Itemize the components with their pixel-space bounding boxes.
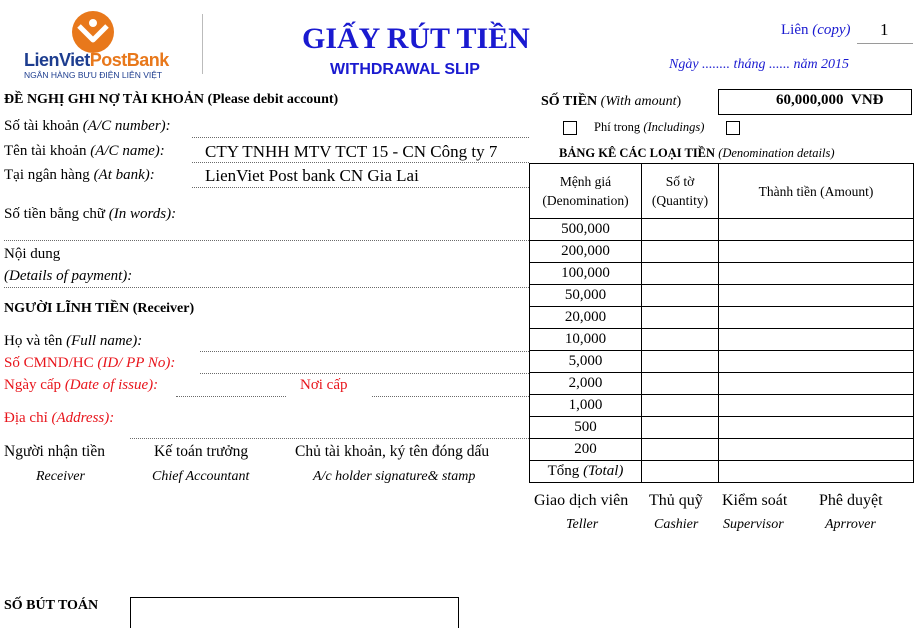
col-header-denomination: Mệnh giá (Denomination) [530,164,642,219]
copy-value: 1 [880,20,889,39]
denomination-value: 200,000 [530,241,642,263]
issue-date-field[interactable] [176,396,286,397]
denomination-value: 5,000 [530,351,642,373]
amount-cell[interactable] [719,351,914,373]
amount-cell[interactable] [719,285,914,307]
quantity-cell[interactable] [642,351,719,373]
table-row [530,439,914,461]
bank-field [192,187,529,188]
quantity-cell[interactable] [642,439,719,461]
denomination-heading: BẢNG KÊ CÁC LOẠI TIỀN (Denomination details) [559,146,835,160]
sig-holder-label: Chủ tài khoản, ký tên đóng dấu [295,443,490,460]
quantity-cell[interactable] [642,417,719,439]
quantity-cell[interactable] [642,329,719,351]
receiver-heading: NGƯỜI LĨNH TIỀN (Receiver) [4,301,195,316]
content-label: Nội dung [4,246,61,262]
denomination-value: 10,000 [530,329,642,351]
id-label: Số CMND/HC (ID/ PP No): [4,355,176,371]
page-title: GIẤY RÚT TIỀN [302,22,530,55]
amount-cell[interactable] [719,395,914,417]
bank-logo-icon [65,10,121,54]
entry-no-box[interactable] [130,597,459,628]
issue-place-label: Nơi cấp [300,377,348,393]
acc-name-label: Tên tài khoản (A/C name): [4,143,165,159]
words-field[interactable] [4,240,529,241]
fee-label: Phí trong (Includings) [594,120,705,134]
quantity-cell[interactable] [642,307,719,329]
sig-approver-label-en: Aprrover [825,517,876,532]
sig-teller-label-en: Teller [566,517,599,532]
issue-date-label: Ngày cấp (Date of issue): [4,377,159,393]
logo-text-lienviet: LienViet [24,50,90,70]
entry-no-label: SỐ BÚT TOÁN [4,598,99,613]
bank-label: Tại ngân hàng (At bank): [4,167,155,183]
sig-holder-label-en: A/c holder signature& stamp [313,469,476,484]
table-row [530,241,914,263]
quantity-cell[interactable] [642,219,719,241]
checkbox-1[interactable] [563,121,577,135]
acc-name-field [192,162,529,163]
content-field[interactable] [4,287,529,288]
col-header-quantity: Số tờ (Quantity) [642,164,719,219]
amount-cell[interactable] [719,439,914,461]
issue-place-field[interactable] [372,396,529,397]
sig-cashier-label-en: Cashier [654,517,699,532]
sig-chief-accountant-label: Kế toán trưởng [154,443,249,460]
copy-label: Liên (copy) [781,22,851,38]
address-label: Địa chỉ (Address): [4,410,115,426]
denomination-value: 2,000 [530,373,642,395]
amount-cell[interactable] [719,417,914,439]
amount-cell[interactable] [719,307,914,329]
acc-no-label: Số tài khoản (A/C number): [4,118,171,134]
denomination-value: 200 [530,439,642,461]
denomination-value: 50,000 [530,285,642,307]
table-row [530,351,914,373]
denomination-value: 100,000 [530,263,642,285]
denomination-value: 1,000 [530,395,642,417]
bank-value[interactable]: LienViet Post bank CN Gia Lai [205,166,419,185]
amount-cell[interactable] [719,373,914,395]
debit-heading: ĐỀ NGHỊ GHI NỢ TÀI KHOẢN (Please debit account) [4,92,339,107]
logo-subtitle: NGÂN HÀNG BƯU ĐIỆN LIÊN VIỆT [24,70,163,80]
date-line: Ngày ........ tháng ...... năm 2015 [669,57,850,72]
full-name-label: Họ và tên (Full name): [4,333,143,349]
total-label: Tổng (Total) [530,461,642,483]
id-field[interactable] [200,373,529,374]
quantity-cell[interactable] [642,285,719,307]
page-subtitle: WITHDRAWAL SLIP [330,61,480,78]
fee-checkbox[interactable] [726,121,740,135]
quantity-cell[interactable] [642,395,719,417]
denomination-value: 20,000 [530,307,642,329]
table-row [530,395,914,417]
sig-chief-accountant-label-en: Chief Accountant [152,469,250,484]
table-row [530,329,914,351]
logo-text-postbank: PostBank [89,50,169,70]
quantity-cell[interactable] [642,241,719,263]
logo-divider [202,14,203,74]
content-label-en: (Details of payment): [4,268,133,284]
acc-no-field[interactable] [192,137,529,138]
address-field[interactable] [130,438,529,439]
amount-cell[interactable] [719,263,914,285]
table-row [530,285,914,307]
sig-teller-label: Giao dịch viên [534,492,629,509]
sig-cashier-label: Thủ quỹ [649,492,703,509]
sig-supervisor-label-en: Supervisor [723,517,784,532]
table-row [530,373,914,395]
total-quantity-cell[interactable] [642,461,719,483]
amount-cell[interactable] [719,241,914,263]
sig-supervisor-label: Kiểm soát [722,492,788,509]
quantity-cell[interactable] [642,373,719,395]
table-row [530,263,914,285]
quantity-cell[interactable] [642,263,719,285]
col-header-amount: Thành tiền (Amount) [719,164,914,219]
acc-name-value[interactable]: CTY TNHH MTV TCT 15 - CN Công ty 7 [205,142,498,161]
denomination-header-row [530,164,914,219]
full-name-field[interactable] [200,351,529,352]
denomination-value: 500 [530,417,642,439]
amount-label: SỐ TIỀN (With amount) [541,94,682,109]
sig-approver-label: Phê duyệt [819,492,883,509]
denomination-table [529,163,914,483]
amount-value: 60,000,000 VNĐ [776,92,884,108]
denomination-value: 500,000 [530,219,642,241]
total-amount-cell[interactable] [719,461,914,483]
table-row [530,307,914,329]
sig-receiver-label: Người nhận tiền [4,443,105,460]
copy-value-line [857,43,913,44]
table-row [530,219,914,241]
amount-cell[interactable] [719,329,914,351]
amount-cell[interactable] [719,219,914,241]
total-row [530,461,914,483]
sig-receiver-label-en: Receiver [36,469,85,484]
table-row [530,417,914,439]
words-label: Số tiền bằng chữ (In words): [4,206,177,222]
